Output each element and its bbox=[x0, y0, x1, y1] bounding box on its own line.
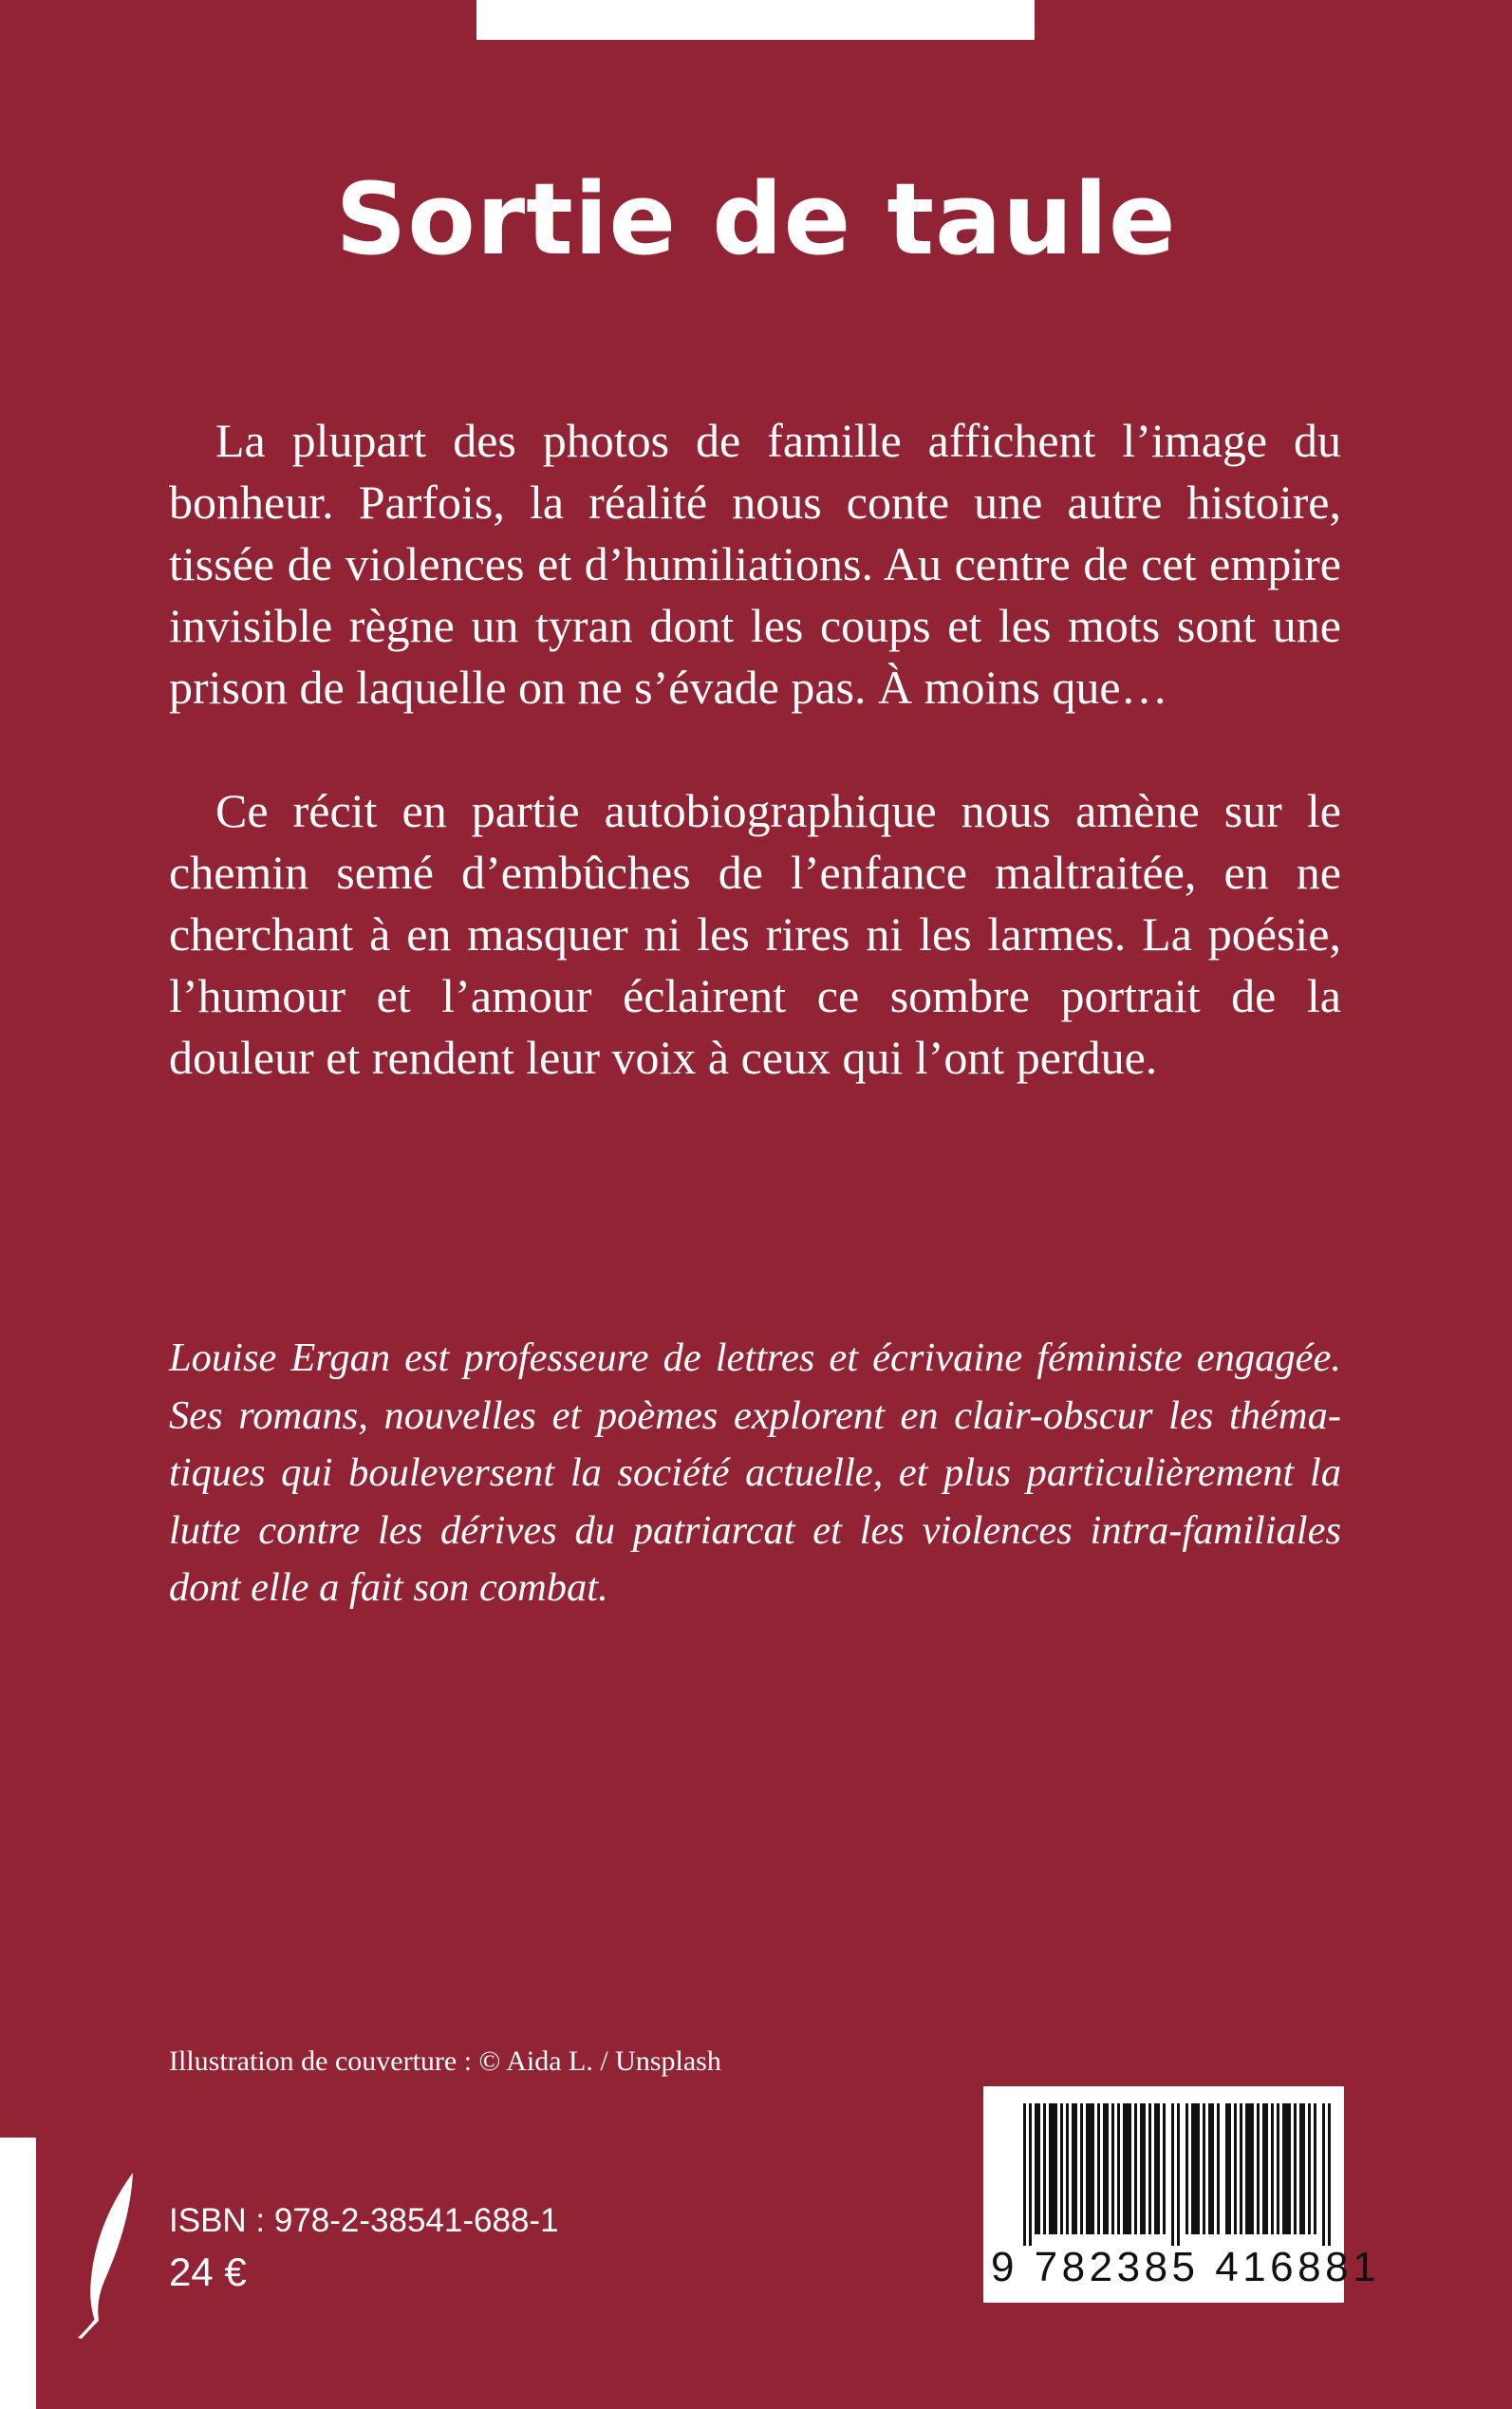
top-tab-strip bbox=[476, 0, 1035, 40]
barcode bbox=[983, 2086, 1381, 2303]
blurb-paragraph: Ce récit en partie autobiographique nous amène sur le chemin semé d’embûches de l’enfance maltraitée, en ne cherchant à en masquer ni les rires ni les larmes. La poésie, l’humour et l’amour éclairent ce sombre portrait de la douleur et rendent leur voix à ceux qui l’ont perdue. bbox=[169, 784, 1341, 1084]
book-title: Sortie de taule bbox=[335, 161, 1177, 277]
barcode-bars bbox=[1023, 2103, 1331, 2246]
isbn-label: ISBN : 978-2-38541-688-1 bbox=[169, 2202, 559, 2239]
blurb-paragraph: La plupart des photos de famille affichent l’image du bonheur. Parfois, la réalité nous conte une autre histoire, tissée de violences et d’humiliations. Au centre de cet empire invisible règne un tyran dont les coups et les mots sont une prison de laquelle on ne s’évade pas. À moins que… bbox=[169, 414, 1341, 714]
feather-icon bbox=[74, 2169, 150, 2340]
barcode-digits: 9 782385 416881 bbox=[991, 2244, 1381, 2290]
price-label: 24 € bbox=[169, 2250, 247, 2294]
author-bio: Louise Ergan est professeure de lettres et écrivaine féministe engagée. Ses romans, nouvelles et poèmes explorent en clair-obscur les théma-tiques qui bouleversent la société actuelle, et plus particulièrement la lutte contre les dérives du patriarcat et les violences intra-familiales dont elle a fait son combat. bbox=[169, 1335, 1341, 1610]
cover-illustration-credit: Illustration de couverture : © Aida L. / Unsplash bbox=[169, 2045, 721, 2077]
spine-edge-strip bbox=[0, 2138, 36, 2409]
